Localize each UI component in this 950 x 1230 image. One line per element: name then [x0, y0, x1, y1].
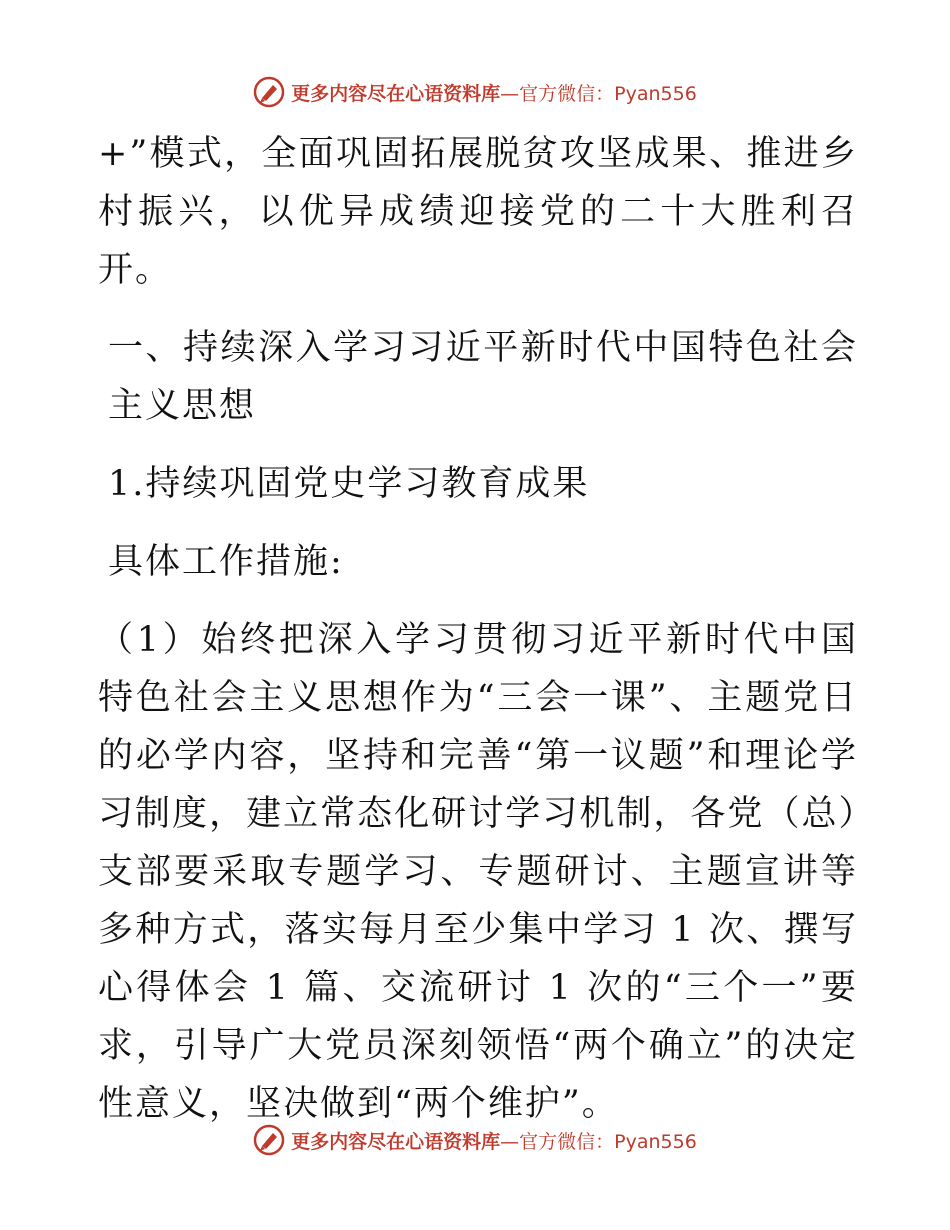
watermark-text: [291, 79, 697, 106]
watermark-brand: 更多内容尽在心语资料库: [291, 1130, 501, 1153]
subsection-heading: 1.持续巩固党史学习教育成果: [108, 464, 590, 504]
header-watermark: [0, 72, 950, 112]
watermark-contact: 官方微信：Pyan556: [519, 1130, 697, 1153]
watermark-contact: 官方微信：Pyan556: [519, 82, 697, 105]
watermark-text: [291, 1127, 697, 1154]
measure-paragraph: （1）始终把深入学习贯彻习近平新时代中国特色社会主义思想作为“三会一课”、主题党日的必学内容，坚持和完善“第一议题”和理论学习制度，建立常态化研讨学习机制，各党（总）支部要采取专题学习、专题研讨、主题宣讲等多种方式，落实每月至少集中学习 1 次、撰写心得体会 1 篇、交流研讨 1 次的“三个一”要求，引导广大党员深刻领悟“两个确立”的决定性意义，坚决做到“两个维护”。: [98, 620, 858, 1124]
document-body: [98, 125, 858, 1133]
paragraph-continuation: +”模式，全面巩固拓展脱贫攻坚成果、推进乡村振兴，以优异成绩迎接党的二十大胜利召开。: [98, 134, 858, 290]
footer-watermark: [0, 1120, 950, 1160]
watermark-brand: 更多内容尽在心语资料库: [291, 82, 501, 105]
measures-heading: 具体工作措施:: [108, 542, 344, 582]
pen-logo-icon: [253, 1124, 285, 1156]
section-heading: 一、持续深入学习习近平新时代中国特色社会主义思想: [108, 328, 858, 426]
pen-logo-icon: [253, 76, 285, 108]
watermark-separator: —: [500, 82, 520, 105]
watermark-separator: —: [500, 1130, 520, 1153]
